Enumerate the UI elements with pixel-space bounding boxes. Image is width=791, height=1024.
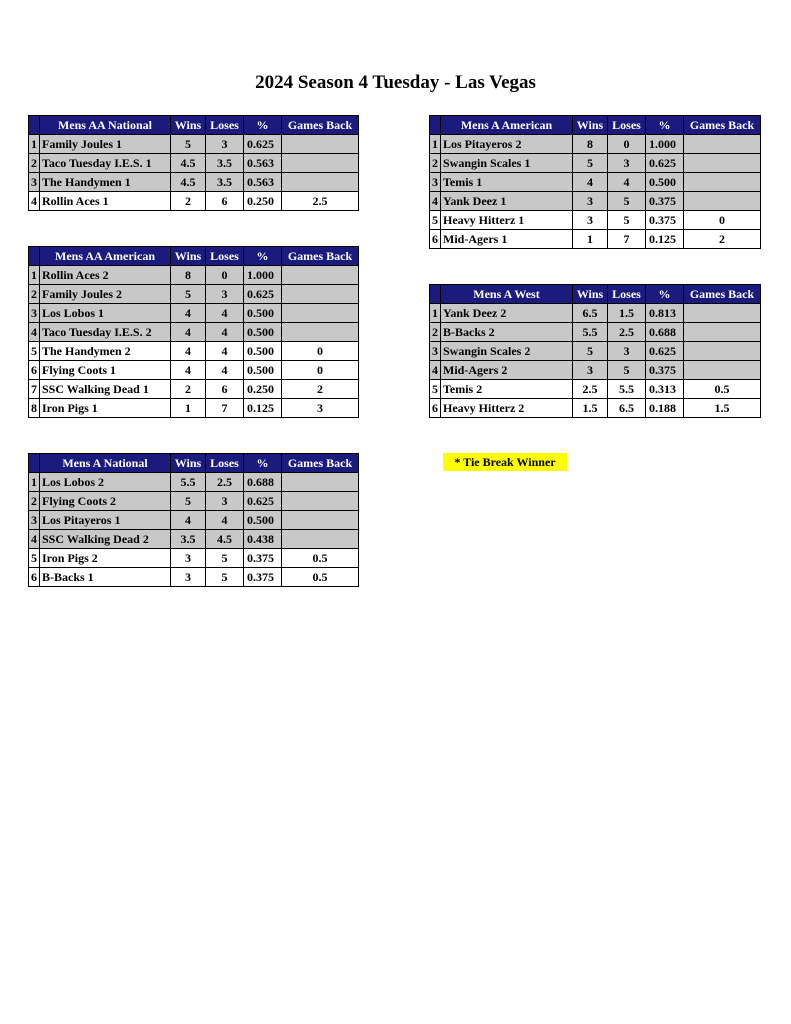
pct-cell: 0.125 <box>646 230 684 249</box>
table-row <box>430 323 761 342</box>
games-back-cell <box>684 342 761 361</box>
team-name: B-Backs 2 <box>441 323 573 342</box>
team-name: Iron Pigs 2 <box>40 549 171 568</box>
loses-cell: 4 <box>206 304 244 323</box>
games-back-cell: 0 <box>684 211 761 230</box>
team-name: Rollin Aces 1 <box>40 192 171 211</box>
team-name: SSC Walking Dead 2 <box>40 530 171 549</box>
games-back-cell <box>282 135 359 154</box>
rank-cell: 5 <box>29 342 40 361</box>
pct-cell: 0.438 <box>244 530 282 549</box>
table-row <box>430 135 761 154</box>
table-header-row <box>29 247 359 266</box>
wins-cell: 4 <box>171 323 206 342</box>
division-name: Mens A American <box>441 116 573 135</box>
rank-cell: 4 <box>29 323 40 342</box>
team-name: Temis 2 <box>441 380 573 399</box>
pct-cell: 0.375 <box>646 361 684 380</box>
wins-column-header: Wins <box>573 285 608 304</box>
loses-cell: 2.5 <box>206 473 244 492</box>
loses-cell: 5 <box>206 549 244 568</box>
rank-cell: 2 <box>29 154 40 173</box>
table-row <box>29 473 359 492</box>
table-row <box>430 361 761 380</box>
wins-cell: 3 <box>171 568 206 587</box>
division-name: Mens AA American <box>40 247 171 266</box>
table-row <box>29 549 359 568</box>
games-back-cell: 1.5 <box>684 399 761 418</box>
pct-cell: 0.688 <box>646 323 684 342</box>
team-name: SSC Walking Dead 1 <box>40 380 171 399</box>
pct-cell: 0.500 <box>646 173 684 192</box>
loses-cell: 6.5 <box>608 399 646 418</box>
rank-cell: 1 <box>430 304 441 323</box>
table-row <box>29 530 359 549</box>
wins-cell: 2.5 <box>573 380 608 399</box>
table-row <box>29 285 359 304</box>
loses-cell: 7 <box>608 230 646 249</box>
table-row <box>29 304 359 323</box>
rank-cell: 2 <box>430 154 441 173</box>
wins-cell: 5.5 <box>171 473 206 492</box>
rank-cell: 3 <box>430 342 441 361</box>
wins-column-header: Wins <box>171 116 206 135</box>
loses-column-header: Loses <box>206 116 244 135</box>
table-row <box>29 568 359 587</box>
table-row <box>430 230 761 249</box>
rank-cell: 1 <box>29 135 40 154</box>
table-row <box>29 342 359 361</box>
wins-cell: 4 <box>171 342 206 361</box>
pct-cell: 0.625 <box>244 492 282 511</box>
table-row <box>29 492 359 511</box>
loses-cell: 5 <box>608 211 646 230</box>
pct-cell: 0.500 <box>244 361 282 380</box>
wins-cell: 1 <box>573 230 608 249</box>
table-row <box>29 361 359 380</box>
table-row <box>29 323 359 342</box>
loses-cell: 4 <box>206 323 244 342</box>
games-back-cell <box>684 361 761 380</box>
team-name: Heavy Hitterz 1 <box>441 211 573 230</box>
wins-cell: 4 <box>171 361 206 380</box>
wins-cell: 5 <box>171 285 206 304</box>
rank-cell: 6 <box>29 568 40 587</box>
pct-cell: 0.250 <box>244 192 282 211</box>
pct-cell: 0.563 <box>244 154 282 173</box>
games-back-cell: 3 <box>282 399 359 418</box>
wins-cell: 6.5 <box>573 304 608 323</box>
games-back-cell <box>282 173 359 192</box>
pct-cell: 0.500 <box>244 342 282 361</box>
rank-cell: 4 <box>29 530 40 549</box>
loses-cell: 5.5 <box>608 380 646 399</box>
wins-cell: 4 <box>171 304 206 323</box>
team-name: B-Backs 1 <box>40 568 171 587</box>
team-name: Rollin Aces 2 <box>40 266 171 285</box>
standings-table-mens-aa-american <box>28 246 359 418</box>
team-name: The Handymen 1 <box>40 173 171 192</box>
pct-cell: 0.563 <box>244 173 282 192</box>
pct-cell: 0.500 <box>244 304 282 323</box>
pct-column-header: % <box>244 247 282 266</box>
wins-cell: 3.5 <box>171 530 206 549</box>
loses-cell: 4 <box>206 361 244 380</box>
games-back-column-header: Games Back <box>282 247 359 266</box>
wins-cell: 5.5 <box>573 323 608 342</box>
wins-cell: 5 <box>573 342 608 361</box>
games-back-cell: 2 <box>282 380 359 399</box>
table-header-row <box>430 116 761 135</box>
table-header-row <box>29 116 359 135</box>
team-name: Yank Deez 1 <box>441 192 573 211</box>
games-back-cell <box>684 135 761 154</box>
wins-cell: 1 <box>171 399 206 418</box>
games-back-cell: 0.5 <box>282 549 359 568</box>
table-row <box>29 154 359 173</box>
wins-cell: 2 <box>171 380 206 399</box>
loses-cell: 5 <box>608 192 646 211</box>
table-row <box>430 399 761 418</box>
pct-cell: 0.625 <box>244 135 282 154</box>
standings-table-mens-a-national <box>28 453 359 587</box>
wins-column-header: Wins <box>171 454 206 473</box>
rank-cell: 4 <box>29 192 40 211</box>
wins-cell: 5 <box>171 492 206 511</box>
team-name: Los Pitayeros 2 <box>441 135 573 154</box>
loses-cell: 5 <box>206 568 244 587</box>
pct-column-header: % <box>646 116 684 135</box>
pct-cell: 0.375 <box>646 211 684 230</box>
team-name: Taco Tuesday I.E.S. 2 <box>40 323 171 342</box>
loses-cell: 5 <box>608 361 646 380</box>
rank-cell: 8 <box>29 399 40 418</box>
rank-column-header <box>29 247 40 266</box>
games-back-cell: 0 <box>282 361 359 380</box>
wins-cell: 5 <box>573 154 608 173</box>
rank-cell: 6 <box>29 361 40 380</box>
rank-cell: 2 <box>29 285 40 304</box>
pct-cell: 0.813 <box>646 304 684 323</box>
loses-cell: 3 <box>608 154 646 173</box>
rank-column-header <box>430 116 441 135</box>
table-header-row <box>430 285 761 304</box>
rank-cell: 5 <box>29 549 40 568</box>
games-back-cell <box>282 323 359 342</box>
team-name: Heavy Hitterz 2 <box>441 399 573 418</box>
team-name: Los Lobos 1 <box>40 304 171 323</box>
rank-cell: 3 <box>29 304 40 323</box>
loses-cell: 2.5 <box>608 323 646 342</box>
table-row <box>29 192 359 211</box>
rank-column-header <box>430 285 441 304</box>
team-name: Taco Tuesday I.E.S. 1 <box>40 154 171 173</box>
rank-cell: 1 <box>29 266 40 285</box>
wins-cell: 8 <box>573 135 608 154</box>
loses-cell: 6 <box>206 380 244 399</box>
games-back-cell <box>282 473 359 492</box>
loses-cell: 6 <box>206 192 244 211</box>
standings-table-mens-a-american <box>429 115 761 249</box>
team-name: Mid-Agers 2 <box>441 361 573 380</box>
team-name: Flying Coots 2 <box>40 492 171 511</box>
rank-cell: 1 <box>29 473 40 492</box>
rank-cell: 5 <box>430 211 441 230</box>
loses-cell: 3.5 <box>206 173 244 192</box>
table-row <box>29 380 359 399</box>
wins-cell: 3 <box>573 192 608 211</box>
wins-cell: 2 <box>171 192 206 211</box>
standings-table-mens-a-west <box>429 284 761 418</box>
games-back-cell <box>684 304 761 323</box>
loses-column-header: Loses <box>608 285 646 304</box>
pct-column-header: % <box>244 454 282 473</box>
games-back-cell: 2 <box>684 230 761 249</box>
rank-cell: 3 <box>29 511 40 530</box>
loses-cell: 0 <box>608 135 646 154</box>
pct-cell: 0.250 <box>244 380 282 399</box>
wins-column-header: Wins <box>171 247 206 266</box>
pct-cell: 0.500 <box>244 323 282 342</box>
pct-cell: 0.500 <box>244 511 282 530</box>
team-name: Yank Deez 2 <box>441 304 573 323</box>
wins-cell: 3 <box>573 211 608 230</box>
loses-cell: 4 <box>608 173 646 192</box>
games-back-column-header: Games Back <box>282 116 359 135</box>
games-back-cell <box>684 323 761 342</box>
rank-cell: 4 <box>430 361 441 380</box>
table-row <box>29 135 359 154</box>
team-name: Swangin Scales 2 <box>441 342 573 361</box>
loses-cell: 3 <box>608 342 646 361</box>
team-name: Family Joules 1 <box>40 135 171 154</box>
rank-cell: 2 <box>29 492 40 511</box>
loses-cell: 3.5 <box>206 154 244 173</box>
standings-table-mens-aa-national <box>28 115 359 211</box>
rank-cell: 3 <box>29 173 40 192</box>
rank-column-header <box>29 454 40 473</box>
table-row <box>430 192 761 211</box>
games-back-cell <box>282 285 359 304</box>
rank-cell: 2 <box>430 323 441 342</box>
table-row <box>430 154 761 173</box>
division-name: Mens A West <box>441 285 573 304</box>
loses-cell: 3 <box>206 135 244 154</box>
team-name: Family Joules 2 <box>40 285 171 304</box>
wins-cell: 3 <box>171 549 206 568</box>
pct-cell: 0.375 <box>244 568 282 587</box>
loses-cell: 0 <box>206 266 244 285</box>
games-back-column-header: Games Back <box>684 116 761 135</box>
games-back-cell <box>684 154 761 173</box>
pct-cell: 0.125 <box>244 399 282 418</box>
tie-break-note: * Tie Break Winner <box>443 453 567 471</box>
games-back-cell: 0.5 <box>282 568 359 587</box>
rank-cell: 3 <box>430 173 441 192</box>
rank-cell: 7 <box>29 380 40 399</box>
loses-column-header: Loses <box>608 116 646 135</box>
games-back-cell: 0.5 <box>684 380 761 399</box>
table-row <box>430 211 761 230</box>
loses-cell: 4.5 <box>206 530 244 549</box>
table-row <box>29 173 359 192</box>
pct-cell: 0.625 <box>646 154 684 173</box>
table-row <box>430 380 761 399</box>
team-name: The Handymen 2 <box>40 342 171 361</box>
loses-cell: 7 <box>206 399 244 418</box>
games-back-cell <box>684 192 761 211</box>
pct-cell: 0.375 <box>646 192 684 211</box>
pct-cell: 1.000 <box>244 266 282 285</box>
loses-cell: 4 <box>206 511 244 530</box>
division-name: Mens A National <box>40 454 171 473</box>
loses-cell: 3 <box>206 492 244 511</box>
wins-cell: 4.5 <box>171 173 206 192</box>
table-row <box>29 511 359 530</box>
team-name: Swangin Scales 1 <box>441 154 573 173</box>
wins-cell: 4.5 <box>171 154 206 173</box>
rank-cell: 6 <box>430 230 441 249</box>
division-name: Mens AA National <box>40 116 171 135</box>
team-name: Los Lobos 2 <box>40 473 171 492</box>
pct-cell: 0.375 <box>244 549 282 568</box>
games-back-cell: 0 <box>282 342 359 361</box>
pct-column-header: % <box>646 285 684 304</box>
table-row <box>29 266 359 285</box>
rank-column-header <box>29 116 40 135</box>
rank-cell: 5 <box>430 380 441 399</box>
team-name: Iron Pigs 1 <box>40 399 171 418</box>
team-name: Mid-Agers 1 <box>441 230 573 249</box>
pct-cell: 0.313 <box>646 380 684 399</box>
pct-cell: 0.625 <box>646 342 684 361</box>
pct-column-header: % <box>244 116 282 135</box>
wins-cell: 5 <box>171 135 206 154</box>
games-back-column-header: Games Back <box>282 454 359 473</box>
wins-cell: 8 <box>171 266 206 285</box>
table-row <box>430 304 761 323</box>
pct-cell: 0.625 <box>244 285 282 304</box>
table-row <box>430 342 761 361</box>
wins-cell: 4 <box>171 511 206 530</box>
games-back-cell <box>282 492 359 511</box>
pct-cell: 1.000 <box>646 135 684 154</box>
loses-cell: 4 <box>206 342 244 361</box>
pct-cell: 0.188 <box>646 399 684 418</box>
team-name: Temis 1 <box>441 173 573 192</box>
team-name: Los Pitayeros 1 <box>40 511 171 530</box>
rank-cell: 1 <box>430 135 441 154</box>
games-back-cell <box>282 511 359 530</box>
games-back-cell: 2.5 <box>282 192 359 211</box>
loses-cell: 3 <box>206 285 244 304</box>
page-title: 2024 Season 4 Tuesday - Las Vegas <box>255 72 536 93</box>
games-back-cell <box>282 154 359 173</box>
loses-cell: 1.5 <box>608 304 646 323</box>
games-back-cell <box>282 304 359 323</box>
wins-cell: 1.5 <box>573 399 608 418</box>
loses-column-header: Loses <box>206 454 244 473</box>
rank-cell: 6 <box>430 399 441 418</box>
table-row <box>29 399 359 418</box>
games-back-cell <box>684 173 761 192</box>
wins-column-header: Wins <box>573 116 608 135</box>
team-name: Flying Coots 1 <box>40 361 171 380</box>
rank-cell: 4 <box>430 192 441 211</box>
games-back-column-header: Games Back <box>684 285 761 304</box>
games-back-cell <box>282 530 359 549</box>
table-row <box>430 173 761 192</box>
wins-cell: 4 <box>573 173 608 192</box>
wins-cell: 3 <box>573 361 608 380</box>
table-header-row <box>29 454 359 473</box>
loses-column-header: Loses <box>206 247 244 266</box>
games-back-cell <box>282 266 359 285</box>
pct-cell: 0.688 <box>244 473 282 492</box>
